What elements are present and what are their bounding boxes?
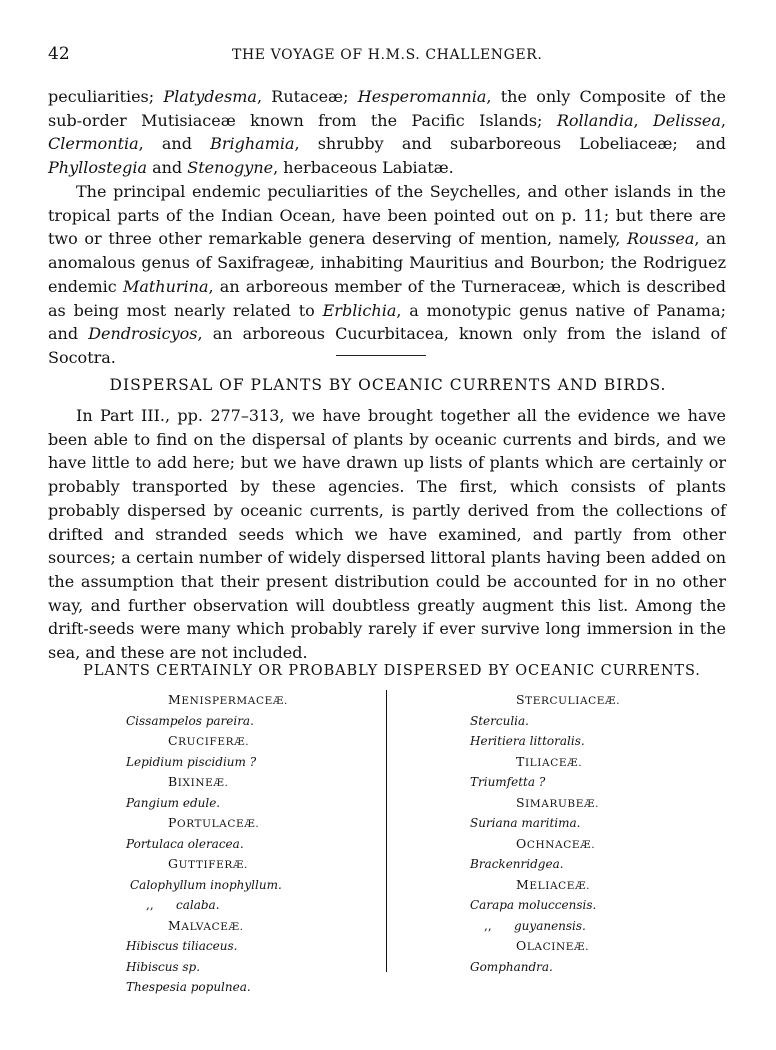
running-title: THE VOYAGE OF H.M.S. CHALLENGER. [232, 47, 543, 63]
species-name: Portulaca oleracea. [126, 836, 244, 851]
family-heading: SIMARUBEÆ. [516, 794, 600, 810]
family-heading: MALVACEÆ. [168, 917, 244, 933]
species-name-ditto: ,, guyanensis. [470, 916, 740, 937]
species-name: Sterculia. [470, 713, 529, 728]
ditto-mark: ,, [146, 898, 154, 912]
family-heading: OCHNACEÆ. [516, 835, 596, 851]
species-name: Pangium edule. [126, 795, 221, 810]
paragraph-seychelles: The principal endemic peculiarities of the Seychelles, and other islands in the tropical parts of the Indian Ocean, have been pointed out on p. 11; but there are two or three other remarkable genera deserving of mention, namely, Roussea, an anomalous genus of Saxifrageæ, inhabiting Mauritius and Bourbon; the Rodriguez endemic Mathurina, an arboreous member of the Turneraceæ, which is described as being most nearly related to Erblichia, a monotypic genus native of Panama; and Dendrosicyos, an arboreous Cucurbitacea, known only from the island of Socotra. [48, 182, 727, 367]
species-name: Lepidium piscidium ? [126, 754, 257, 769]
paragraph-pacific-endemics: peculiarities; Platydesma, Rutaceæ; Hesperomannia, the only Composite of the sub-order Mutisiaceæ known from the Pacific Islands; Rollandia, Delissea, Clermontia, and Brighamia, shrubby and subarboreous Lobeliaceæ; and Phyllostegia and Stenogyne, herbaceous Labiatæ. [48, 87, 727, 178]
species-name: Heritiera littoralis. [470, 734, 585, 748]
right-column [470, 690, 740, 977]
species-name: Brackenridgea. [470, 857, 564, 871]
family-heading: PORTULACEÆ. [168, 815, 260, 830]
family-heading: TILIACEÆ. [516, 753, 583, 769]
section-heading: DISPERSAL OF PLANTS BY OCEANIC CURRENTS AND BIRDS. [109, 376, 667, 394]
species-name: Cissampelos pareira. [126, 713, 254, 728]
page-number: 42 [48, 44, 70, 64]
species-name: Calophyllum inophyllum. [130, 877, 282, 892]
species-name: Suriana maritima. [470, 816, 581, 830]
ditto-mark: ,, [484, 918, 492, 933]
table-title: PLANTS CERTAINLY OR PROBABLY DISPERSED BY OCEANIC CURRENTS. [83, 663, 701, 679]
species-name: Carapa moluccensis. [470, 898, 597, 912]
family-heading: BIXINEÆ. [168, 774, 229, 789]
paragraph-dispersal: In Part III., pp. 277–313, we have brought together all the evidence we have been able to find on the dispersal of plants by oceanic currents and birds, and we have little to add here; but we have drawn up lists of plants which are certainly or probably transported by these agencies. The first, which consists of plants probably dispersed by oceanic currents, is partly derived from the collections of drifted and stranded seeds which we have examined, and partly from other sources; a certain number of widely dispersed littoral plants having been added on the assumption that their present distribution could be accounted for in no other way, and further observation will doubtless greatly augment this list. Among the drift-seeds were many which probably rarely if ever survive long immersion in the sea, and these are not included. [48, 406, 726, 663]
species-name-ditto: ,, calaba. [126, 895, 396, 916]
species-name: Gomphandra. [470, 959, 553, 974]
left-column [126, 690, 396, 998]
species-name: Hibiscus tiliaceus. [126, 939, 238, 953]
family-heading: GUTTIFERÆ. [168, 856, 248, 871]
family-heading: MENISPERMACEÆ. [168, 692, 288, 707]
family-heading: MELIACEÆ. [516, 876, 591, 892]
section-divider [336, 355, 426, 356]
family-heading: CRUCIFERÆ. [168, 733, 250, 748]
species-name: Triumfetta ? [470, 775, 546, 789]
species-name: Hibiscus sp. [126, 959, 201, 974]
family-heading: OLACINEÆ. [516, 938, 590, 953]
species-name: Thespesia populnea. [126, 980, 251, 994]
family-heading: STERCULIACEÆ. [516, 692, 621, 707]
